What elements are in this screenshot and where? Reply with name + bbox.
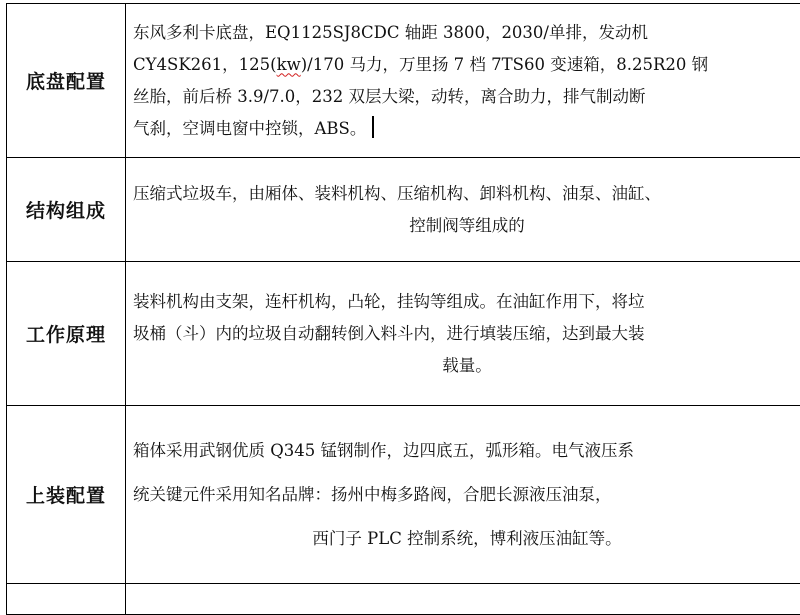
table-row-equipment <box>7 406 800 584</box>
principle-line-1: 装料机构由支架，连杆机构，凸轮，挂钩等组成。在油缸作用下，将垃 <box>133 286 800 318</box>
label-cell-principle <box>7 262 126 406</box>
equipment-line-2: 统关键元件采用知名品牌：扬州中梅多路阀，合肥长源液压油泵， <box>133 473 800 517</box>
equipment-line-3: 西门子 PLC 控制系统，博利液压油缸等。 <box>133 517 800 561</box>
row-label-chassis: 底盘配置 <box>26 71 106 93</box>
table-row-principle <box>7 262 800 406</box>
chassis-line-4-wrap <box>133 113 800 145</box>
structure-line-2: 控制阀等组成的 <box>133 210 800 242</box>
content-cell-principle[interactable] <box>126 262 800 406</box>
spec-table <box>6 3 800 615</box>
chassis-line-2-part-a: CY4SK261，125( <box>133 55 277 74</box>
content-cell-structure[interactable] <box>126 158 800 262</box>
label-cell-structure <box>7 158 126 262</box>
chassis-line-4: 气刹，空调电窗中控锁，ABS。 <box>133 119 366 138</box>
table-row-chassis <box>7 4 800 158</box>
table-row-next <box>7 584 800 615</box>
row-label-principle: 工作原理 <box>26 324 106 346</box>
chassis-line-1: 东风多利卡底盘，EQ1125SJ8CDC 轴距 3800，2030/单排，发动机 <box>133 17 800 49</box>
chassis-line-3: 丝胎，前后桥 3.9/7.0，232 双层大梁，动转，离合助力，排气制动断 <box>133 81 800 113</box>
row-label-equipment: 上装配置 <box>26 485 106 507</box>
content-cell-chassis[interactable] <box>126 4 800 158</box>
chassis-line-2 <box>133 49 800 81</box>
label-cell-equipment <box>7 406 126 584</box>
row-label-structure: 结构组成 <box>26 200 106 222</box>
content-cell-next[interactable] <box>126 584 800 615</box>
principle-line-3: 载量。 <box>133 350 800 382</box>
chassis-line-2-part-b: )/170 马力，万里扬 7 档 7TS60 变速箱，8.25R20 钢 <box>301 55 708 74</box>
equipment-line-1: 箱体采用武钢优质 Q345 锰钢制作，边四底五，弧形箱。电气液压系 <box>133 429 800 473</box>
text-cursor <box>372 116 374 138</box>
principle-line-2: 圾桶（斗）内的垃圾自动翻转倒入料斗内，进行填装压缩，达到最大装 <box>133 318 800 350</box>
label-cell-next <box>7 584 126 615</box>
content-cell-equipment[interactable] <box>126 406 800 584</box>
structure-line-1: 压缩式垃圾车，由厢体、装料机构、压缩机构、卸料机构、油泵、油缸、 <box>133 178 800 210</box>
table-row-structure <box>7 158 800 262</box>
spellcheck-marked-unit: kw <box>277 55 301 74</box>
label-cell-chassis <box>7 4 126 158</box>
